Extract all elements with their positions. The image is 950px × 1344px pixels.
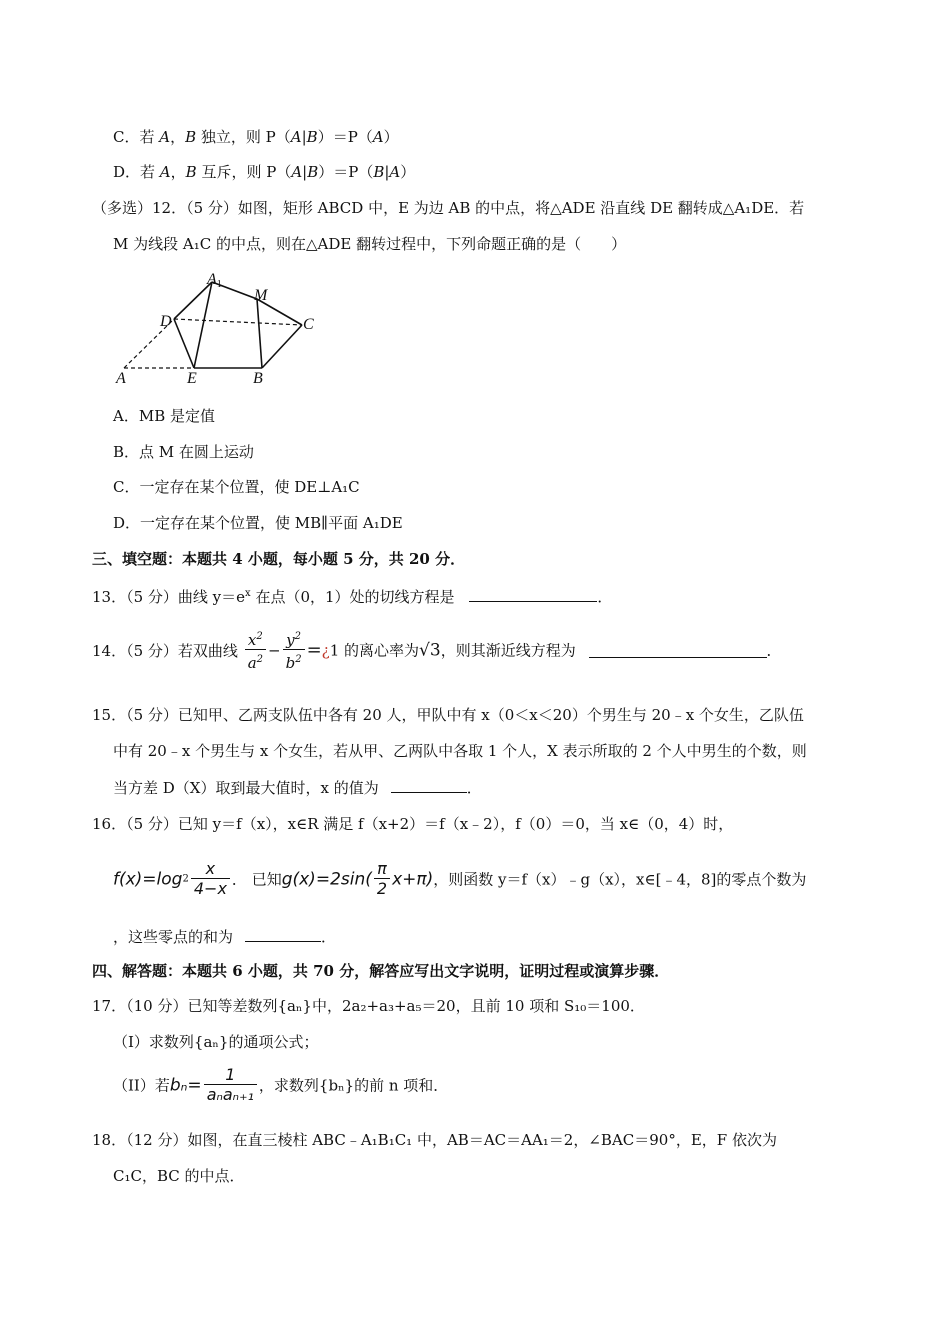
edge-m-b — [257, 299, 262, 368]
q14-x-fraction: $\frac{x^2}{a^2}$ — [245, 628, 266, 673]
q14: 14．（5 分）若双曲线 $\frac{x^2}{a^2}$ − $\frac{y^2}{b^2}$ =¿1 的离心率为√3，则其渐近线方程为 ． — [92, 628, 782, 680]
q16-pi-fraction: $\frac{\pi}{2}$ — [374, 860, 390, 899]
label-m: M — [254, 287, 268, 304]
q13: 13．（5 分）曲线 $y=e^x$ 在点（0，1）处的切线方程是 ． — [92, 588, 613, 606]
q14-y-fraction: $\frac{y^2}{b^2}$ — [283, 628, 305, 673]
section-4-heading: 四、解答题：本题共 6 小题，共 70 分，解答应写出文字说明，证明过程或演算步骤． — [92, 962, 670, 980]
q11-option-c: C．若 A，B 独立，则 P（A|B）＝P（A） — [113, 128, 399, 146]
label-a: A — [116, 370, 126, 387]
label-b: B — [253, 370, 263, 387]
q17-bn-fraction: $\frac{1}{\text{aₙaₙ₊₁}}$ — [204, 1066, 257, 1105]
q16-line1: 16．（5 分）已知 y＝f（x），x∈R 满足 f（x+2）＝f（x﹣2），f（0）＝0，当 x∈（0，4）时， — [92, 815, 734, 833]
edge-a1-e — [194, 282, 212, 368]
sqrt-3: √3 — [419, 640, 441, 661]
q12-option-a: A．MB 是定值 — [113, 407, 215, 425]
q16-log-fraction: $\frac{x}{4-x}$ — [191, 860, 230, 899]
section-3-heading: 三、填空题：本题共 4 小题，每小题 5 分，共 20 分． — [92, 550, 466, 568]
label-c: C — [303, 316, 314, 333]
label-a1: A1 — [207, 271, 222, 290]
q14-answer-blank[interactable] — [589, 643, 767, 658]
q15-answer-blank[interactable] — [391, 778, 467, 793]
edge-d-c-dashed — [174, 319, 302, 325]
edge-c-b — [262, 325, 302, 368]
q18-line1: 18．（12 分）如图，在直三棱柱 ABC﹣A₁B₁C₁ 中，AB＝AC＝AA₁＝2，∠BAC＝90°，E，F 依次为 — [92, 1131, 777, 1149]
q17-part2: （II）若bₙ= $\frac{1}{\text{aₙaₙ₊₁}}$ ，求数列{bₙ}的前 n 项和． — [113, 1065, 449, 1104]
q12-stem-line2: M 为线段 A₁C 的中点，则在△ADE 翻转过程中，下列命题正确的是（ ） — [113, 235, 627, 253]
q16-answer-blank[interactable] — [245, 927, 321, 942]
q13-answer-blank[interactable] — [469, 587, 597, 602]
q18-line2: C₁C，BC 的中点． — [113, 1167, 245, 1185]
q12-option-d: D．一定存在某个位置，使 MB∥平面 A₁DE — [113, 514, 403, 532]
q12-figure — [112, 268, 327, 390]
q16-line2: f(x)=log2 $\frac{x}{4-x}$ ． 已知g(x)=2sin( $\frac{\pi}{2}$ x+π)，则函数 y＝f（x）﹣g（x），x∈[﹣4，8]的零点个数为 — [113, 859, 807, 898]
q17-line1: 17．（10 分）已知等差数列{aₙ}中，2a₂+a₃+a₅＝20，且前 10 项和 S₁₀＝100． — [92, 997, 645, 1015]
q16-line3: ，这些零点的和为 ． — [113, 928, 337, 946]
q15-line3: 当方差 D（X）取到最大值时，x 的值为 ． — [113, 779, 482, 797]
q15-line1: 15．（5 分）已知甲、乙两支队伍中各有 20 人，甲队中有 x（0＜x＜20）个男生与 20﹣x 个女生，乙队伍 — [92, 706, 804, 724]
q15-line2: 中有 20﹣x 个男生与 x 个女生，若从甲、乙两队中各取 1 个人，X 表示所取的 2 个人中男生的个数，则 — [113, 742, 807, 760]
q11-option-d: D．若 A，B 互斥，则 P（A|B）＝P（B|A） — [113, 163, 416, 181]
q12-stem-line1: （多选）12．（5 分）如图，矩形 ABCD 中，E 为边 AB 的中点，将△ADE 沿直线 DE 翻转成△A₁DE．若 — [92, 199, 805, 217]
q17-part1: （I）求数列{aₙ}的通项公式； — [113, 1033, 319, 1051]
label-d: D — [160, 313, 172, 330]
q12-option-c: C．一定存在某个位置，使 DE⊥A₁C — [113, 478, 360, 496]
label-e: E — [187, 370, 197, 387]
q12-option-b: B．点 M 在圆上运动 — [113, 443, 254, 461]
edge-d-e — [174, 319, 194, 368]
